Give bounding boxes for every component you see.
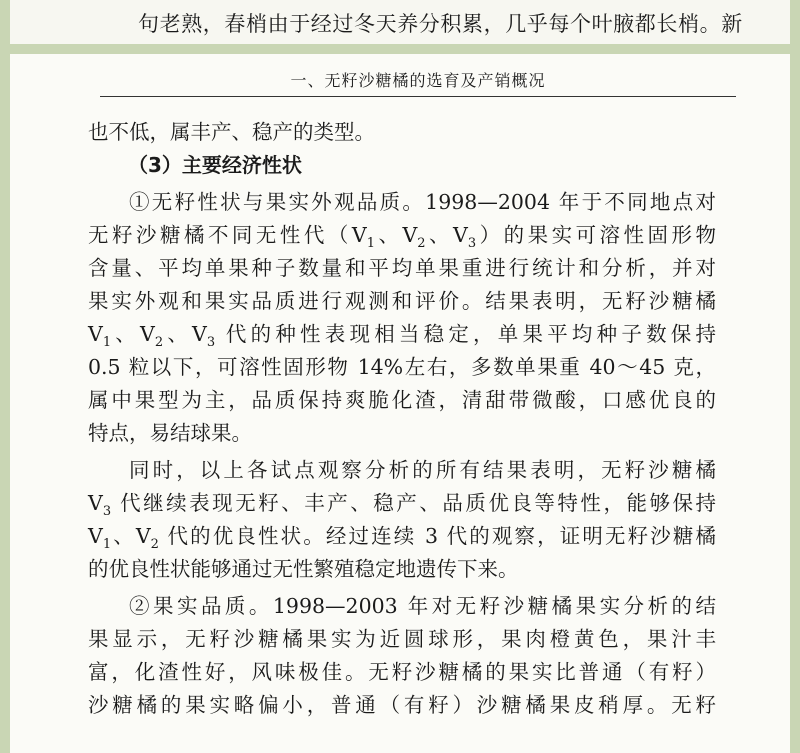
book-page bbox=[10, 54, 790, 753]
text-line: $V_1$、$V_2$ 代的优良性状。经过连续 3 代的观察，证明无籽沙糖橘 bbox=[88, 524, 716, 553]
text-line: 特点，易结球果。 bbox=[88, 421, 252, 445]
text-line: ①无籽性状与果实外观品质。1998—2004 年于不同地点对 bbox=[129, 190, 716, 214]
text-line: 含量、平均单果种子数量和平均单果重进行统计和分析，并对 bbox=[88, 256, 716, 280]
text-line: 果显示，无籽沙糖橘果实为近圆球形，果肉橙黄色，果汁丰 bbox=[88, 627, 716, 651]
text-line: 属中果型为主，品质保持爽脆化渣，清甜带微酸，口感优良的 bbox=[88, 388, 716, 412]
section-heading: （3）主要经济性状 bbox=[128, 153, 302, 177]
text-line: 0.5 粒以下，可溶性固形物 14%左右，多数单果重 40～45 克， bbox=[88, 355, 716, 379]
previous-page-fragment bbox=[10, 0, 790, 44]
text-line: 沙糖橘的果实略偏小，普通（有籽）沙糖橘果皮稍厚。无籽 bbox=[88, 693, 716, 717]
previous-page-text-line: 句老熟，春梢由于经过冬天养分积累，几乎每个叶腋都长梢。新 bbox=[138, 12, 743, 36]
text-line: $V_3$ 代继续表现无籽、丰产、稳产、品质优良等特性，能够保持 bbox=[88, 491, 716, 520]
text-line: 果实外观和果实品质进行观测和评价。结果表明，无籽沙糖橘 bbox=[88, 289, 716, 313]
text-line: ②果实品质。1998—2003 年对无籽沙糖橘果实分析的结 bbox=[129, 594, 716, 618]
page-body bbox=[88, 116, 716, 722]
header-rule bbox=[100, 96, 736, 97]
text-line: 无籽沙糖橘不同无性代（$V_1$、$V_2$、$V_3$）的果实可溶性固形物 bbox=[88, 223, 717, 252]
text-line: $V_1$、$V_2$、$V_3$ 代的种性表现相当稳定，单果平均种子数保持 bbox=[88, 322, 717, 351]
text-line: 富，化渣性好，风味极佳。无籽沙糖橘的果实比普通（有籽） bbox=[88, 660, 716, 684]
running-header: 一、无籽沙糖橘的选育及产销概况 bbox=[290, 71, 546, 90]
text-line: 的优良性状能够通过无性繁殖稳定地遗传下来。 bbox=[88, 557, 519, 581]
text-line: 也不低，属丰产、稳产的类型。 bbox=[88, 120, 375, 144]
text-line: 同时，以上各试点观察分析的所有结果表明，无籽沙糖橘 bbox=[129, 458, 716, 482]
